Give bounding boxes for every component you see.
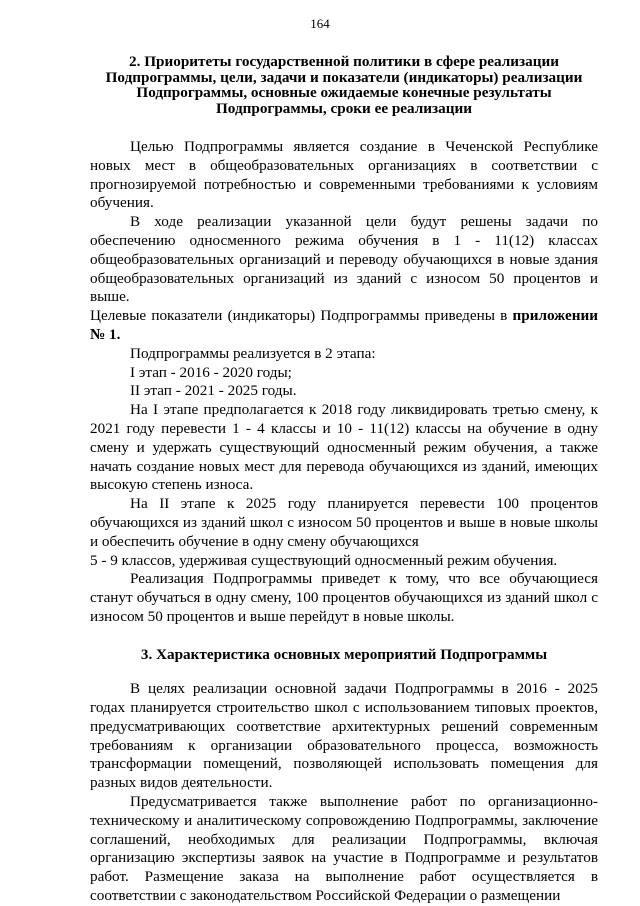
document-body [90, 54, 598, 906]
paragraph-construction: В целях реализации основной задачи Подпрограммы в 2016 - 2025 годах планируется строительство школ с использованием типовых проектов, предусматривающих соответствие архитектурных решений современным требованиям к организации образовательного процесса, возможность трансформации помещений, позволяющей использовать помещения для разных видов деятельности. [90, 680, 598, 792]
paragraph-stage-2-details: На II этапе к 2025 году планируется перевести 100 процентов обучающихся из зданий школ с износом 50 процентов и выше в новые школы и обеспечить обучение в одну смену обучающихся [90, 495, 598, 550]
paragraph-stage-2: II этап - 2021 - 2025 годы. [130, 382, 297, 400]
paragraph-indicators [90, 307, 598, 345]
paragraph-indicators-text: Целевые показатели (индикаторы) Подпрограммы приведены в [90, 307, 513, 325]
paragraph-grades-5-9: 5 - 9 классов, удерживая существующий односменный режим обучения. [90, 551, 558, 569]
section-2-heading-line-4: Подпрограммы, сроки ее реализации [215, 99, 472, 117]
page-number: 164 [310, 16, 330, 31]
paragraph-tasks: В ходе реализации указанной цели будут решены задачи по обеспечению односменного режима обучения в 1 - 11(12) классах общеобразовательных организаций и переводу обучающихся в новые здания общеобразовательных организаций из зданий с износом 50 процентов и выше. [90, 213, 598, 306]
section-2-heading [90, 54, 598, 116]
paragraph-stage-1-details: На I этапе предполагается к 2018 году ликвидировать третью смену, к 2021 году перевести 1 - 4 классы и 10 - 11(12) классы на обучение в одну смену и удержать существующий односменный режим обучения, а также начать создание новых мест для перевода обучающихся из зданий, имеющих высокую степень износа. [90, 401, 598, 494]
section-2-heading-line-3: Подпрограммы, основные ожидаемые конечные результаты [136, 84, 552, 101]
section-2-heading-line-2: Подпрограммы, цели, задачи и показатели (индикаторы) реализации [105, 68, 583, 86]
section-3-heading: 3. Характеристика основных мероприятий Подпрограммы [140, 645, 548, 663]
appendix-reference: приложении № 1. [90, 307, 598, 343]
paragraph-support-works: Предусматривается также выполнение работ по организационно-техническому и аналитическому сопровождению Подпрограммы, заключение соглашений, необходимых для реализации Подпрограммы, включая организацию экспертизы заявок на участие в Подпрограмме и результатов работ. Размещение заказа на выполнение работ осуществляется в соответствии с законодательством Российской Федерации о размещении [90, 793, 598, 904]
paragraph-result: Реализация Подпрограммы приведет к тому, что все обучающиеся станут обучаться в одну смену, 100 процентов обучающихся из зданий школ с износом 50 процентов и выше перейдут в новые школы. [90, 570, 598, 625]
paragraph-goal: Целью Подпрограммы является создание в Чеченской Республике новых мест в общеобразовательных организациях в соответствии с прогнозируемой потребностью и современными требованиями к условиям обучения. [90, 138, 598, 212]
paragraph-stages-intro: Подпрограммы реализуется в 2 этапа: [130, 344, 376, 362]
section-2-heading-line-1: 2. Приоритеты государственной политики в сфере реализации [129, 53, 559, 70]
paragraph-stage-1: I этап - 2016 - 2020 годы; [130, 363, 292, 381]
